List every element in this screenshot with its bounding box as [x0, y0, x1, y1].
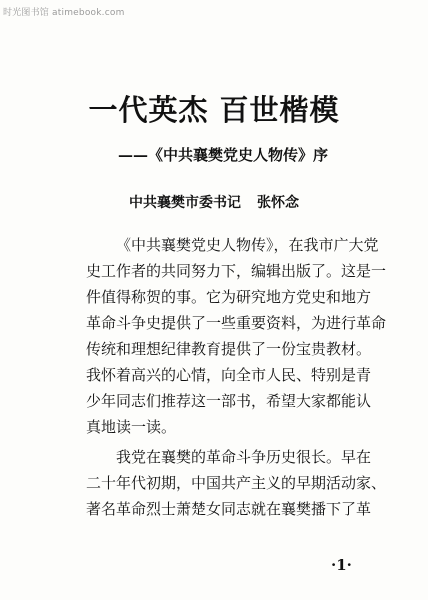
page-title: 一代英杰 百世楷模 [88, 93, 340, 127]
text-line: 史工作者的共同努力下，编辑出版了。这是一 [86, 262, 387, 280]
text-line: 二十年代初期，中国共产主义的早期活动家、 [86, 474, 387, 492]
text-line: 革命斗争史提供了一些重要资料，为进行革命 [86, 314, 387, 332]
text-line: 我怀着高兴的心情，向全市人民、特别是青 [86, 366, 372, 384]
page-number: ·1· [331, 556, 352, 574]
text-line: 少年同志们推荐这一部书，希望大家都能认 [86, 392, 372, 410]
watermark-text: 时光图书馆 atimebook.com [3, 8, 125, 18]
text-line: 我党在襄樊的革命斗争历史很长。早在 [116, 448, 372, 466]
paragraph-1 [86, 232, 408, 440]
text-line: 传统和理想纪律教育提供了一份宝贵教材。 [86, 340, 372, 358]
author-position: 中共襄樊市委书记 [129, 195, 241, 211]
text-line: 真地读一读。 [86, 418, 177, 436]
author-line [0, 196, 428, 210]
author-name: 张怀念 [257, 195, 299, 211]
text-line: 著名革命烈士萧楚女同志就在襄樊播下了革 [86, 500, 372, 518]
body-text [86, 232, 408, 522]
page-subtitle: ——《中共襄樊党史人物传》序 [117, 146, 328, 164]
text-line: 《中共襄樊党史人物传》，在我市广大党 [116, 236, 379, 254]
text-line: 件值得称贺的事。它为研究地方党史和地方 [86, 288, 372, 306]
paragraph-2 [86, 444, 408, 522]
